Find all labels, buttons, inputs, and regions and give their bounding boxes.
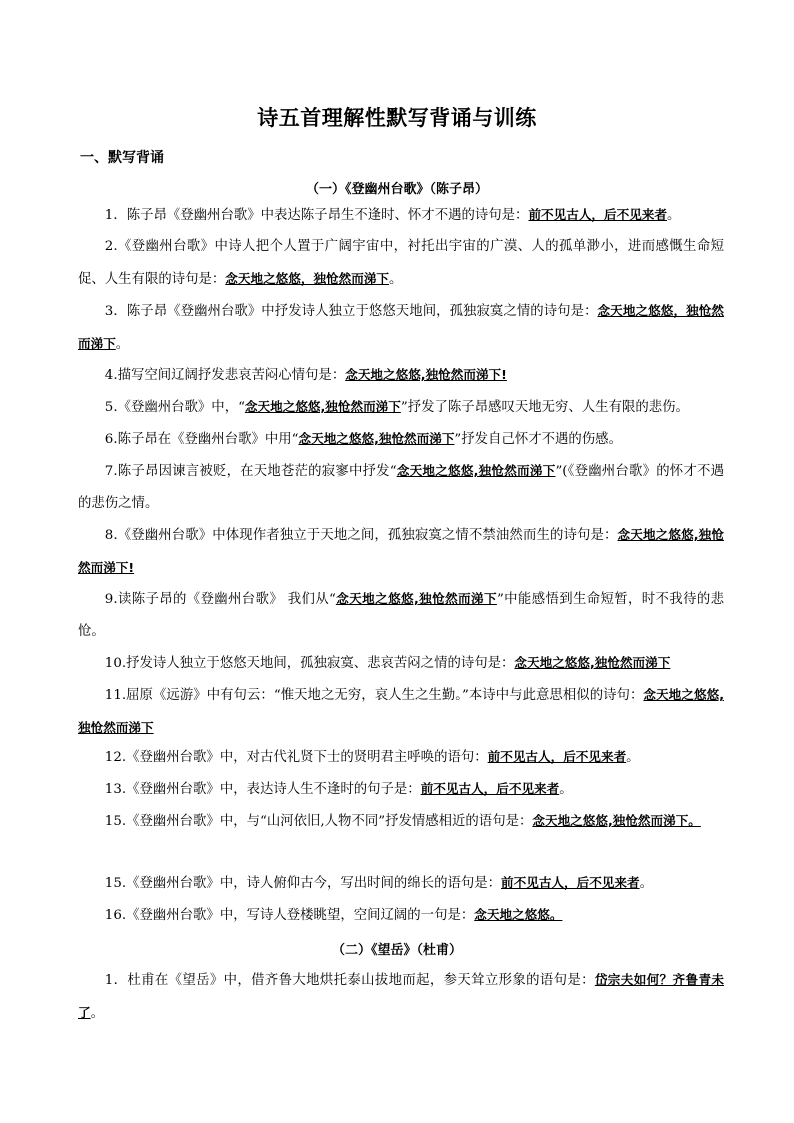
question-item bbox=[78, 231, 724, 296]
section-heading: 一、默写背诵 bbox=[80, 150, 164, 166]
answer-text: 念天地之悠悠,独怆然而涕下! bbox=[345, 367, 507, 382]
question-item bbox=[78, 295, 724, 361]
question-text: 4.描写空间辽阔抒发悲哀苦闷心情句是： bbox=[104, 368, 346, 383]
answer-text: 念天地之悠悠。 bbox=[474, 907, 563, 922]
question-item bbox=[78, 867, 724, 900]
question-text: 8.《登幽州台歌》中体现作者独立于天地之间，孤独寂寞之情不禁油然而生的诗句是： bbox=[104, 528, 618, 543]
question-item bbox=[78, 583, 724, 648]
page-title: 诗五首理解性默写背诵与训练 bbox=[257, 106, 537, 130]
question-text: 15.《登幽州台歌》中，诗人俯仰古今，写出时间的绵长的语句是： bbox=[104, 876, 502, 891]
question-tail: 。 bbox=[626, 750, 640, 765]
answer-text: 念天地之悠悠,独怆然而涕下 bbox=[298, 431, 455, 446]
question-text: 13.《登幽州台歌》中，表达诗人生不逢时的句子是： bbox=[104, 782, 421, 797]
answer-text: 念天地之悠悠，独怆然而涕下 bbox=[225, 271, 390, 286]
question-item bbox=[78, 773, 724, 806]
answer-text: 念天地之悠悠,独怆然而涕下 bbox=[78, 687, 724, 735]
question-tail: 。 bbox=[666, 208, 681, 223]
answer-text: 念天地之悠悠,独怆然而涕下 bbox=[335, 591, 497, 606]
question-item bbox=[78, 647, 724, 680]
question-tail: ”中能感悟到生命短暂，时不我待的悲怆。 bbox=[78, 592, 724, 639]
question-item bbox=[78, 391, 724, 424]
question-item bbox=[78, 679, 724, 745]
question-text: 6.陈子昂在《登幽州台歌》中用“ bbox=[104, 432, 299, 447]
question-item bbox=[78, 455, 724, 520]
answer-text: 念天地之悠悠,独怆然而涕下。 bbox=[532, 813, 701, 828]
question-text: 1．陈子昂《登幽州台歌》中表达陈子昂生不逢时、怀才不遇的诗句是： bbox=[104, 208, 529, 223]
question-item bbox=[78, 423, 724, 456]
question-text: 16.《登幽州台歌》中，写诗人登楼眺望，空间辽阔的一句是： bbox=[104, 908, 475, 923]
question-item bbox=[78, 519, 724, 585]
answer-text: 念天地之悠悠,独怆然而涕下 bbox=[244, 399, 401, 414]
answer-text: 前不见古人，后不见来者 bbox=[420, 781, 560, 796]
answer-text: 前不见古人，后不见来者 bbox=[528, 207, 667, 222]
question-item bbox=[78, 359, 724, 392]
answer-text: 念天地之悠悠,独怆然而涕下 bbox=[514, 655, 671, 670]
question-text: 9.读陈子昂的《登幽州台歌》 我们从“ bbox=[104, 592, 336, 607]
question-text: 10.抒发诗人独立于悠悠天地间，孤独寂寞、悲哀苦闷之情的诗句是： bbox=[104, 656, 515, 671]
question-text: 3．陈子昂《登幽州台歌》中抒发诗人独立于悠悠天地间，孤独寂寞之情的诗句是： bbox=[104, 304, 598, 319]
question-text: 5.《登幽州台歌》中，“ bbox=[104, 400, 245, 415]
answer-text: 岱宗夫如何？齐鲁青未了 bbox=[78, 972, 724, 1020]
question-text: 2.《登幽州台歌》中诗人把个人置于广阔宇宙中，衬托出宇宙的广漠、人的孤单渺小，进而感慨生命短促、人生有限的诗句是： bbox=[78, 239, 724, 287]
question-text: 1．杜甫在《望岳》中，借齐鲁大地烘托泰山拔地而起，参天耸立形象的语句是： bbox=[104, 973, 595, 988]
question-tail: 。 bbox=[389, 272, 403, 287]
question-item bbox=[78, 741, 724, 774]
answer-text: 前不见古人，后不见来者 bbox=[501, 875, 640, 890]
question-text: 7.陈子昂因谏言被贬，在天地苍茫的寂寥中抒发“ bbox=[104, 464, 397, 479]
subheading-poem-1: （一）《登幽州台歌》（陈子昂） bbox=[305, 182, 488, 197]
question-tail: 。 bbox=[115, 337, 130, 352]
question-tail: 。 bbox=[639, 876, 653, 891]
subheading-poem-2: （二）《望岳》（杜甫） bbox=[331, 943, 462, 958]
question-item bbox=[78, 199, 724, 232]
question-text: 11.屈原《远游》中有句云：“惟天地之无穷，哀人生之生勤。”本诗中与此意思相似的诗句： bbox=[104, 688, 644, 703]
question-item bbox=[78, 964, 724, 1030]
question-text: 12.《登幽州台歌》中，对古代礼贤下士的贤明君主呼唤的语句： bbox=[104, 750, 488, 765]
question-item bbox=[78, 899, 724, 932]
answer-text: 念天地之悠悠，独怆然而涕下 bbox=[78, 303, 724, 351]
answer-text: 念天地之悠悠,独怆然而涕下! bbox=[78, 527, 724, 575]
question-tail: ”(《登幽州台歌》的怀才不遇的悲伤之情。 bbox=[78, 464, 724, 511]
question-tail: 。 bbox=[559, 782, 573, 797]
question-text: 15.《登幽州台歌》中，与“山河依旧,人物不同”抒发情感相近的语句是： bbox=[104, 814, 533, 829]
question-tail: 。 bbox=[90, 1006, 104, 1021]
question-tail: ”抒发自己怀才不遇的伤感。 bbox=[454, 432, 622, 447]
answer-text: 前不见古人，后不见来者 bbox=[487, 749, 627, 764]
question-item bbox=[78, 805, 724, 838]
question-tail: ”抒发了陈子昂感叹天地无穷、人生有限的悲伤。 bbox=[400, 400, 689, 415]
answer-text: 念天地之悠悠,独怆然而涕下 bbox=[396, 463, 556, 478]
